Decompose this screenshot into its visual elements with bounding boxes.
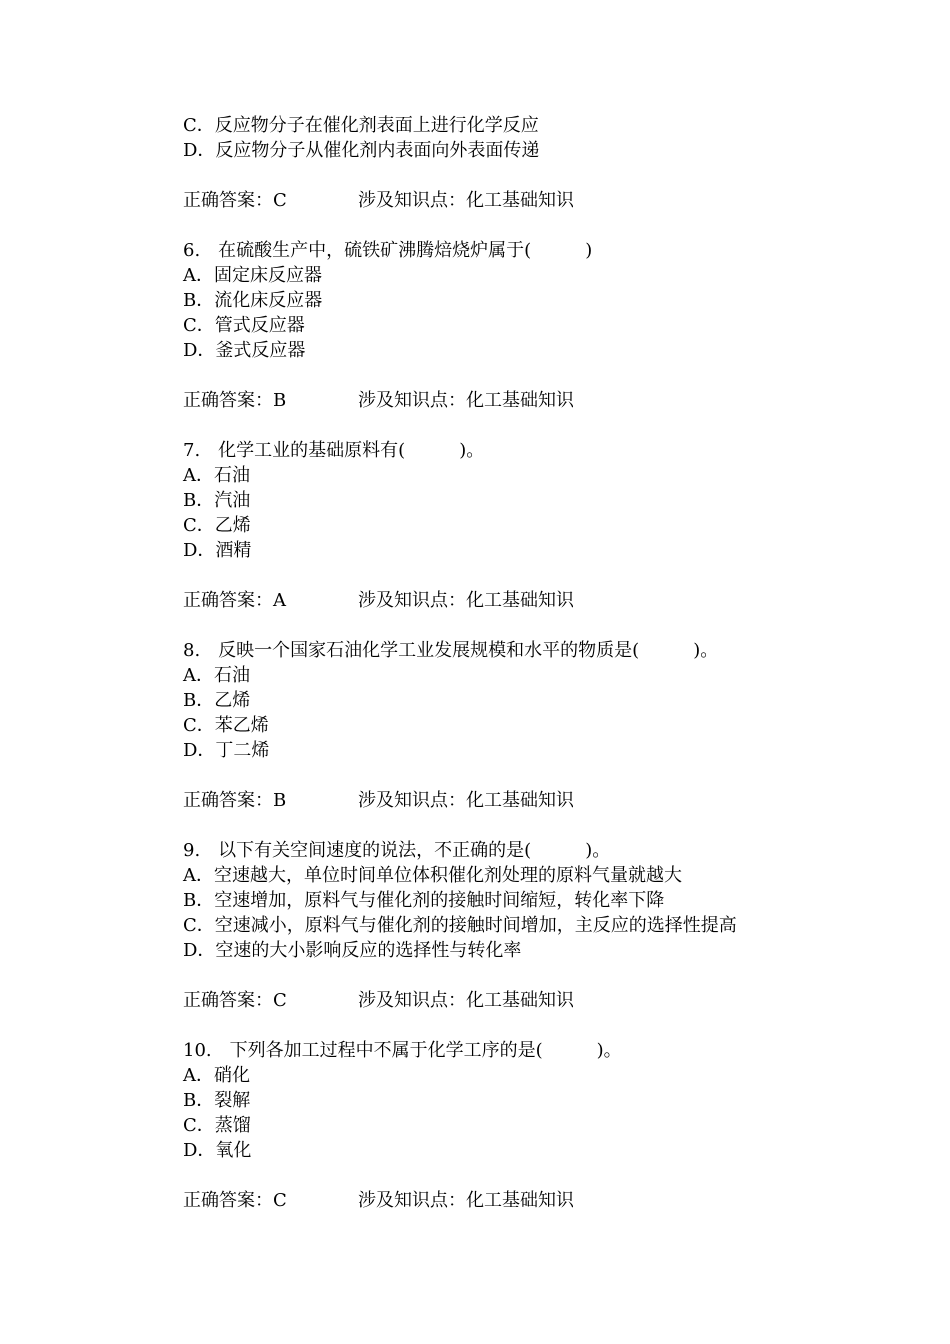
exam-page [183,113,883,1213]
question-stem: 7. 化学工业的基础原料有( )。 [183,440,485,461]
correct-answer: 正确答案：A [183,590,286,611]
knowledge-point: 涉及知识点：化工基础知识 [358,590,574,611]
option-c: C．空速减小，原料气与催化剂的接触时间增加，主反应的选择性提高 [183,915,737,936]
option-d: D．氧化 [183,1140,252,1161]
option-b: B．流化床反应器 [183,290,323,311]
option-a: A．空速越大，单位时间单位体积催化剂处理的原料气量就越大 [183,865,682,886]
option-b: B．空速增加，原料气与催化剂的接触时间缩短，转化率下降 [183,890,665,911]
question-6 [183,238,883,438]
correct-answer: 正确答案：C [183,1190,287,1211]
answer-row [183,588,883,613]
question-7 [183,438,883,638]
question-stem: 10. 下列各加工过程中不属于化学工序的是( )。 [183,1040,622,1061]
option-d: D．空速的大小影响反应的选择性与转化率 [183,940,522,961]
answer-row [183,188,883,213]
option-b: B．乙烯 [183,690,251,711]
option-c: C．管式反应器 [183,315,305,336]
correct-answer: 正确答案：C [183,190,287,211]
option-c: C．乙烯 [183,515,251,536]
question-8 [183,638,883,838]
option-d: D．酒精 [183,540,252,561]
answer-row [183,988,883,1013]
question-10 [183,1038,883,1213]
option-a: A．石油 [183,665,250,686]
option-d: D．釜式反应器 [183,340,306,361]
option-b: B．裂解 [183,1090,251,1111]
question-5-continuation [183,113,883,238]
option-a: A．石油 [183,465,250,486]
answer-row [183,788,883,813]
answer-row [183,388,883,413]
correct-answer: 正确答案：B [183,390,287,411]
knowledge-point: 涉及知识点：化工基础知识 [358,990,574,1011]
option-c: C．苯乙烯 [183,715,269,736]
knowledge-point: 涉及知识点：化工基础知识 [358,1190,574,1211]
correct-answer: 正确答案：C [183,990,287,1011]
question-stem: 8. 反映一个国家石油化学工业发展规模和水平的物质是( )。 [183,640,719,661]
option-a: A．固定床反应器 [183,265,322,286]
knowledge-point: 涉及知识点：化工基础知识 [358,790,574,811]
option-d: D．丁二烯 [183,740,270,761]
option-c: C．蒸馏 [183,1115,251,1136]
option-b: B．汽油 [183,490,251,511]
option-a: A．硝化 [183,1065,250,1086]
question-stem: 6. 在硫酸生产中，硫铁矿沸腾焙烧炉属于( ) [183,240,593,261]
knowledge-point: 涉及知识点：化工基础知识 [358,390,574,411]
correct-answer: 正确答案：B [183,790,287,811]
question-stem: 9. 以下有关空间速度的说法，不正确的是( )。 [183,840,611,861]
question-9 [183,838,883,1038]
option-d: D．反应物分子从催化剂内表面向外表面传递 [183,140,540,161]
knowledge-point: 涉及知识点：化工基础知识 [358,190,574,211]
option-c: C．反应物分子在催化剂表面上进行化学反应 [183,115,539,136]
answer-row [183,1188,883,1213]
